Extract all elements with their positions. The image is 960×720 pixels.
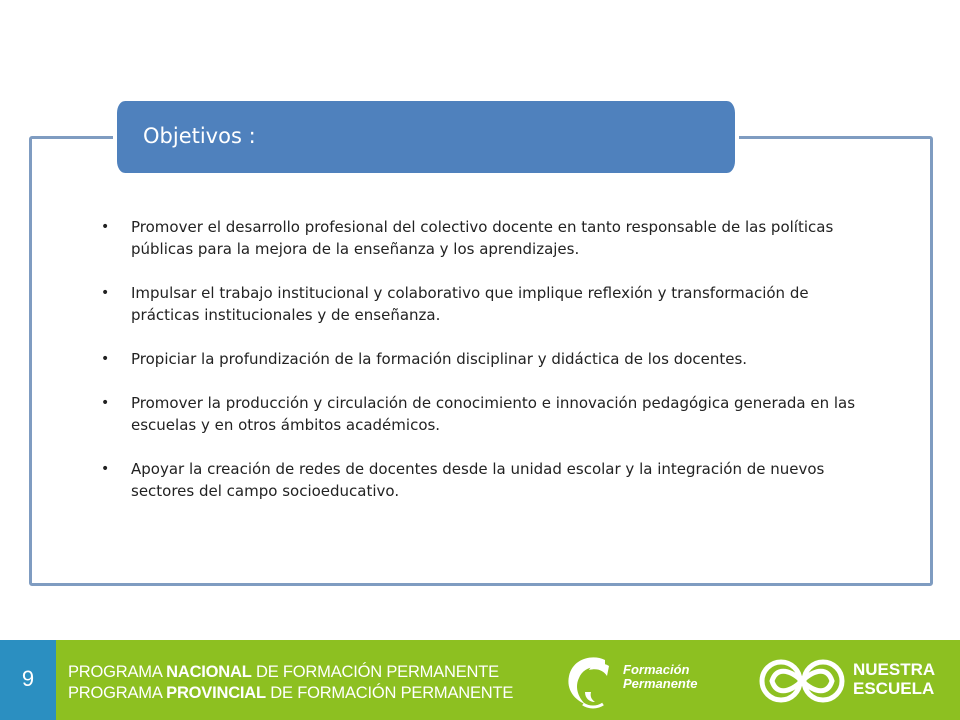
list-item-text: Apoyar la creación de redes de docentes desde la unidad escolar y la integración de nuevos sectores del campo socioeducativo. — [131, 460, 825, 500]
list-item-text: Promover el desarrollo profesional del colectivo docente en tanto responsable de las políticas públicas para la mejora de la enseñanza y los aprendizajes. — [131, 218, 834, 258]
objectives-list — [101, 216, 871, 524]
nuestra-escuela-logo-text: NUESTRA ESCUELA — [853, 660, 936, 698]
list-item — [101, 216, 871, 260]
bullet-icon: • — [101, 351, 110, 367]
formacion-permanente-logo-icon — [563, 652, 619, 712]
title-bar — [113, 101, 739, 173]
program-line-national: PROGRAMA NACIONAL DE FORMACIÓN PERMANENTE — [68, 663, 499, 681]
list-item-text: Impulsar el trabajo institucional y colaborativo que implique reflexión y transformación de prácticas institucionales y de enseñanza. — [131, 284, 809, 324]
page-number-box — [0, 640, 56, 720]
list-item — [101, 348, 871, 370]
list-item — [101, 392, 871, 436]
slide-title: Objetivos : — [143, 124, 256, 148]
page-number: 9 — [21, 666, 35, 691]
program-line-provincial: PROGRAMA PROVINCIAL DE FORMACIÓN PERMANENTE — [68, 684, 514, 702]
list-item-text: Propiciar la profundización de la formación disciplinar y didáctica de los docentes. — [131, 350, 748, 368]
list-item-text: Promover la producción y circulación de conocimiento e innovación pedagógica generada en las escuelas y en otros ámbitos académicos. — [131, 394, 856, 434]
bullet-icon: • — [101, 285, 110, 301]
list-item — [101, 282, 871, 326]
footer-bar — [0, 640, 960, 720]
list-item — [101, 458, 871, 502]
bullet-icon: • — [101, 219, 110, 235]
program-names — [68, 662, 513, 704]
bullet-icon: • — [101, 461, 110, 477]
bullet-icon: • — [101, 395, 110, 411]
formacion-permanente-logo-text: Formación Permanente — [623, 662, 698, 691]
infinity-logo-icon — [758, 658, 846, 704]
